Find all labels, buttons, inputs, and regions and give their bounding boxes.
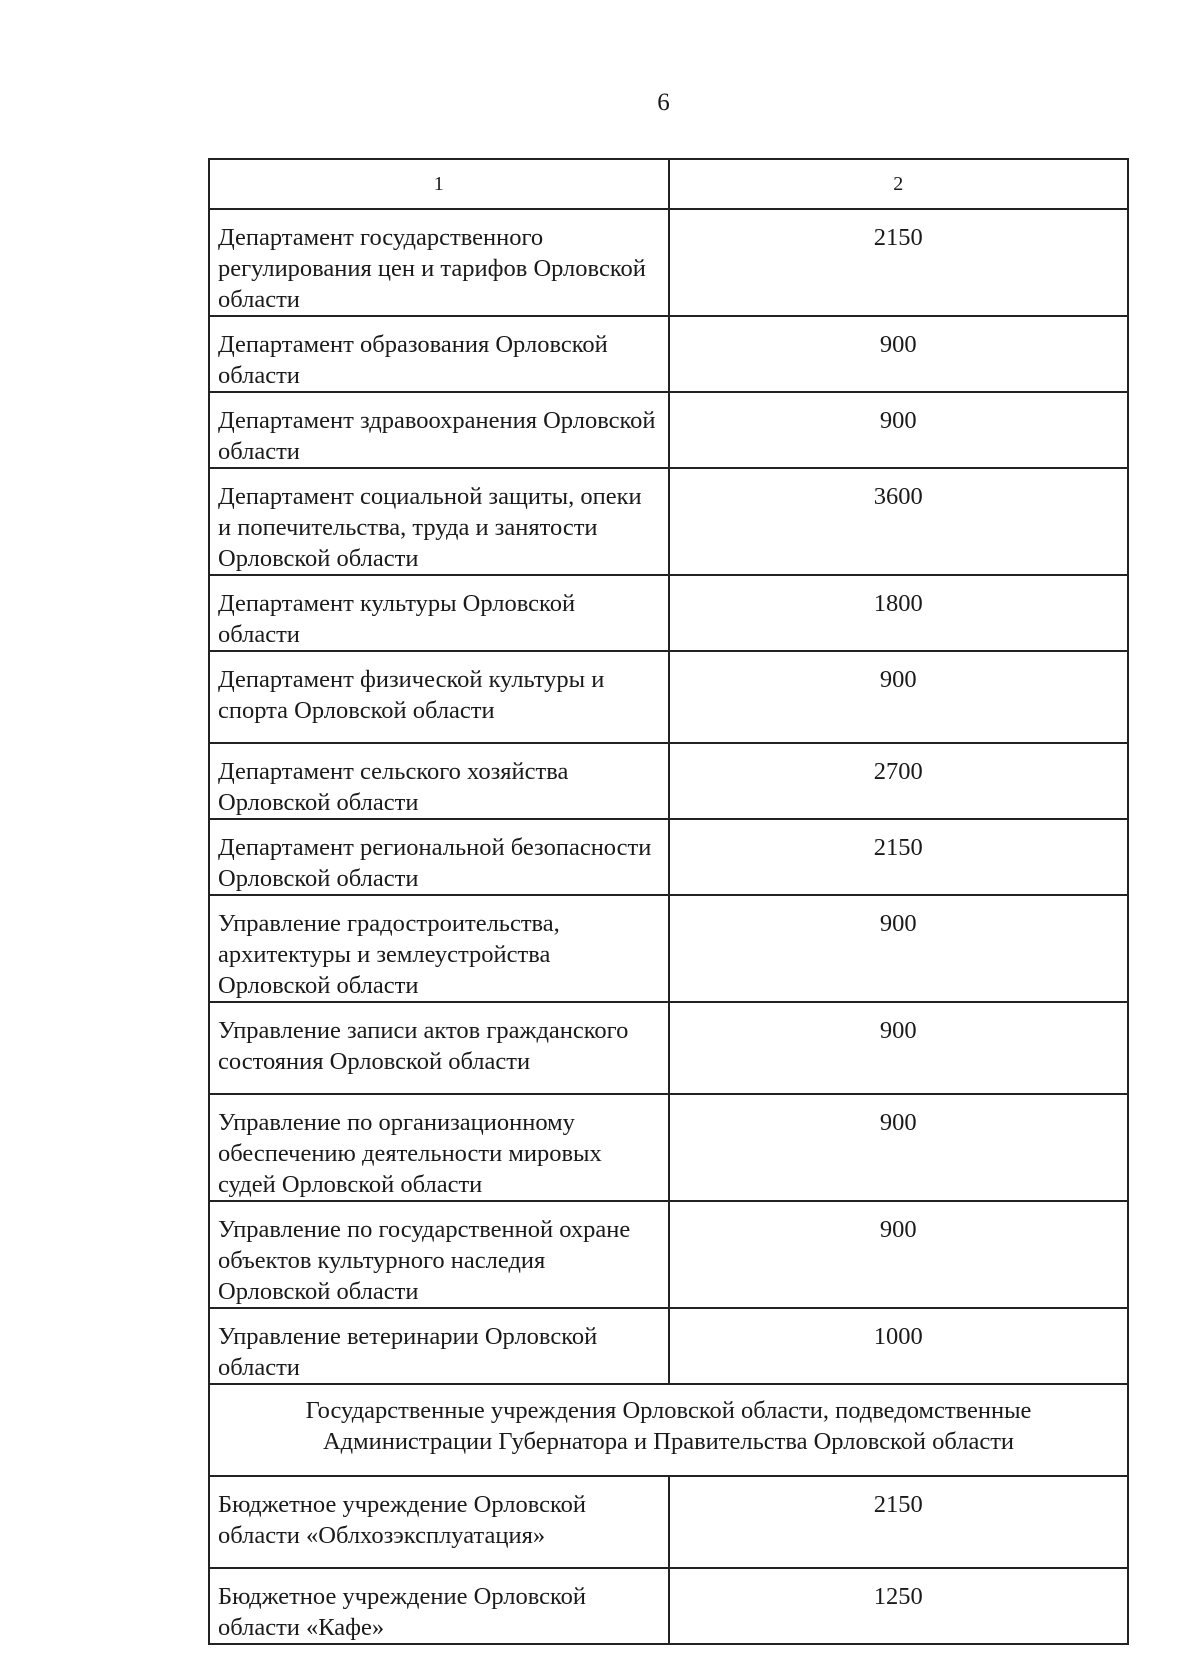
organization-name: Департамент региональной безопасности Орловской области bbox=[209, 819, 669, 895]
table-row bbox=[209, 468, 1128, 575]
organization-name: Управление по организационному обеспечению деятельности мировых судей Орловской области bbox=[209, 1094, 669, 1201]
amount-value: 2150 bbox=[669, 819, 1129, 895]
organization-name: Управление записи актов гражданского состояния Орловской области bbox=[209, 1002, 669, 1094]
table-row bbox=[209, 1476, 1128, 1568]
amount-value: 2150 bbox=[669, 209, 1129, 316]
amount-value: 900 bbox=[669, 1201, 1129, 1308]
table-row bbox=[209, 895, 1128, 1002]
organization-name: Бюджетное учреждение Орловской области «Кафе» bbox=[209, 1568, 669, 1644]
table-row bbox=[209, 1201, 1128, 1308]
organization-name: Департамент социальной защиты, опеки и попечительства, труда и занятости Орловской области bbox=[209, 468, 669, 575]
group-heading: Государственные учреждения Орловской области, подведомственные Администрации Губернатора и Правительства Орловской области bbox=[209, 1384, 1128, 1476]
amount-value: 900 bbox=[669, 1094, 1129, 1201]
amount-value: 900 bbox=[669, 392, 1129, 468]
amount-value: 900 bbox=[669, 651, 1129, 743]
organization-name: Департамент сельского хозяйства Орловской области bbox=[209, 743, 669, 819]
table-row bbox=[209, 209, 1128, 316]
organization-name: Управление по государственной охране объектов культурного наследия Орловской области bbox=[209, 1201, 669, 1308]
organization-name: Департамент здравоохранения Орловской области bbox=[209, 392, 669, 468]
organization-name: Управление ветеринарии Орловской области bbox=[209, 1308, 669, 1384]
amount-value: 900 bbox=[669, 1002, 1129, 1094]
table-row bbox=[209, 1308, 1128, 1384]
organization-name: Департамент государственного регулирования цен и тарифов Орловской области bbox=[209, 209, 669, 316]
amount-value: 2150 bbox=[669, 1476, 1129, 1568]
column-header-2: 2 bbox=[669, 159, 1129, 209]
organization-name: Бюджетное учреждение Орловской области «Облхозэксплуатация» bbox=[209, 1476, 669, 1568]
table-header-row bbox=[209, 159, 1128, 209]
amount-value: 900 bbox=[669, 895, 1129, 1002]
table-row bbox=[209, 651, 1128, 743]
organization-name: Департамент физической культуры и спорта Орловской области bbox=[209, 651, 669, 743]
organization-name: Департамент культуры Орловской области bbox=[209, 575, 669, 651]
amount-value: 1250 bbox=[669, 1568, 1129, 1644]
amount-value: 1800 bbox=[669, 575, 1129, 651]
table-row bbox=[209, 1094, 1128, 1201]
allocation-table bbox=[208, 158, 1129, 1645]
organization-name: Департамент образования Орловской области bbox=[209, 316, 669, 392]
amount-value: 2700 bbox=[669, 743, 1129, 819]
table-row bbox=[209, 1002, 1128, 1094]
table-row bbox=[209, 392, 1128, 468]
organization-name: Управление градостроительства, архитектуры и землеустройства Орловской области bbox=[209, 895, 669, 1002]
page-number: 6 bbox=[657, 89, 670, 116]
table-row bbox=[209, 819, 1128, 895]
amount-value: 1000 bbox=[669, 1308, 1129, 1384]
column-header-1: 1 bbox=[209, 159, 669, 209]
group-heading-row bbox=[209, 1384, 1128, 1476]
table-row bbox=[209, 1568, 1128, 1644]
table-row bbox=[209, 743, 1128, 819]
table-row bbox=[209, 316, 1128, 392]
amount-value: 900 bbox=[669, 316, 1129, 392]
amount-value: 3600 bbox=[669, 468, 1129, 575]
table-row bbox=[209, 575, 1128, 651]
